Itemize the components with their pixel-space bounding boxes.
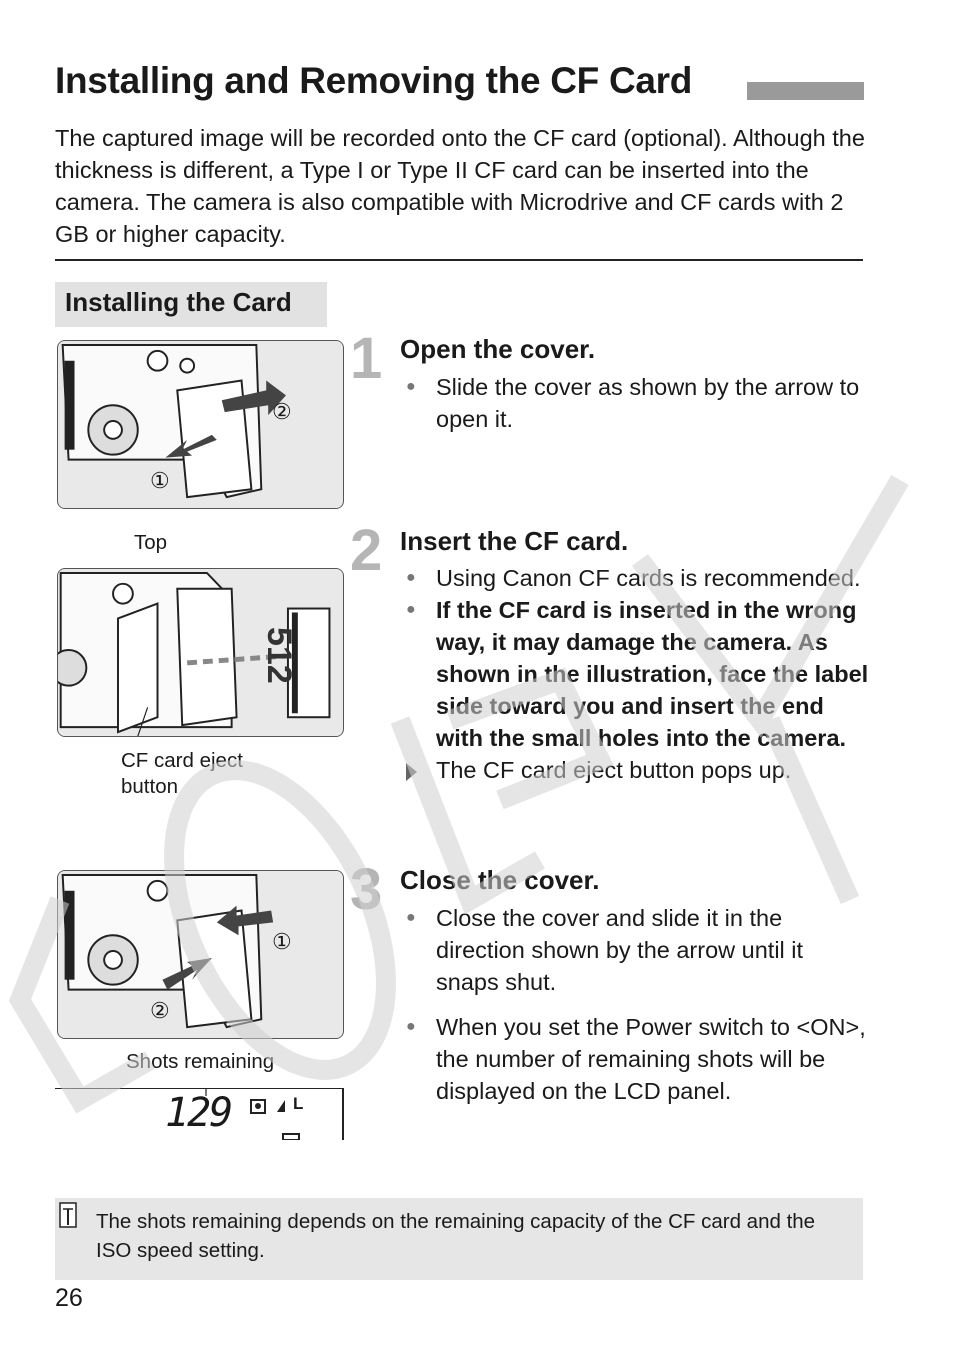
bullet-icon: ●	[406, 601, 416, 618]
step-number-1: 1	[350, 326, 383, 391]
label-shots-remaining: Shots remaining	[126, 1050, 275, 1073]
bullet-icon: ●	[406, 909, 416, 926]
section-heading: Installing the Card	[55, 282, 327, 327]
step-1-list	[400, 371, 870, 435]
lcd-shots-count: 129	[165, 1090, 232, 1136]
memo-icon	[58, 1201, 80, 1231]
title-decor-bar	[747, 82, 864, 100]
step-title-2: Insert the CF card.	[400, 526, 629, 556]
step-2-list	[400, 562, 870, 786]
arrow-label-1: ①	[272, 929, 292, 954]
triangle-right-icon	[406, 763, 417, 781]
label-eject-button: CF card eject button	[121, 749, 243, 798]
lcd-panel-illustration	[55, 1088, 344, 1140]
figure-open-cover	[57, 340, 344, 509]
step-number-2: 2	[350, 518, 383, 583]
figure-close-cover	[57, 870, 344, 1039]
figure-insert-card	[57, 568, 344, 737]
list-item: ● Slide the cover as shown by the arrow to open it.	[400, 371, 870, 435]
note-box	[55, 1198, 863, 1280]
bullet-icon: ●	[406, 1018, 416, 1035]
list-item: ● Close the cover and slide it in the direction shown by the arrow until it snaps shut.	[400, 902, 870, 998]
list-item: ● When you set the Power switch to <ON>, the number of remaining shots will be displayed on the LCD panel.	[400, 1011, 870, 1107]
label-top: Top	[134, 531, 168, 554]
note-text: The shots remaining depends on the remaining capacity of the CF card and the ISO speed setting.	[96, 1210, 816, 1262]
step-title-3: Close the cover.	[400, 865, 600, 895]
list-item-warning: ● If the CF card is inserted in the wrong way, it may damage the camera. As shown in the illustration, face the label side toward you and insert the end with the small holes into the camera.	[400, 594, 870, 754]
list-item-result: The CF card eject button pops up.	[400, 754, 870, 786]
page-title: Installing and Removing the CF Card	[55, 60, 693, 101]
arrow-label-1: ①	[150, 468, 170, 493]
card-capacity-label: 512	[260, 627, 298, 684]
arrow-label-2: ②	[272, 399, 292, 424]
step-3-list	[400, 902, 870, 1107]
divider	[55, 259, 863, 261]
intro-paragraph: The captured image will be recorded onto the CF card (optional). Although the thickness is different, a Type I or Type II CF card can be inserted into the camera. The camera is also compatible with Microdrive and CF cards with 2 GB or higher capacity.	[55, 125, 865, 247]
page-number: 26	[55, 1284, 83, 1312]
bullet-icon: ●	[406, 569, 416, 586]
arrow-label-2: ②	[150, 998, 170, 1023]
step-title-1: Open the cover.	[400, 334, 596, 364]
step-number-3: 3	[350, 857, 383, 922]
lcd-quality-label: L	[293, 1094, 304, 1113]
list-item: ● Using Canon CF cards is recommended.	[400, 562, 870, 594]
bullet-icon: ●	[406, 378, 416, 395]
